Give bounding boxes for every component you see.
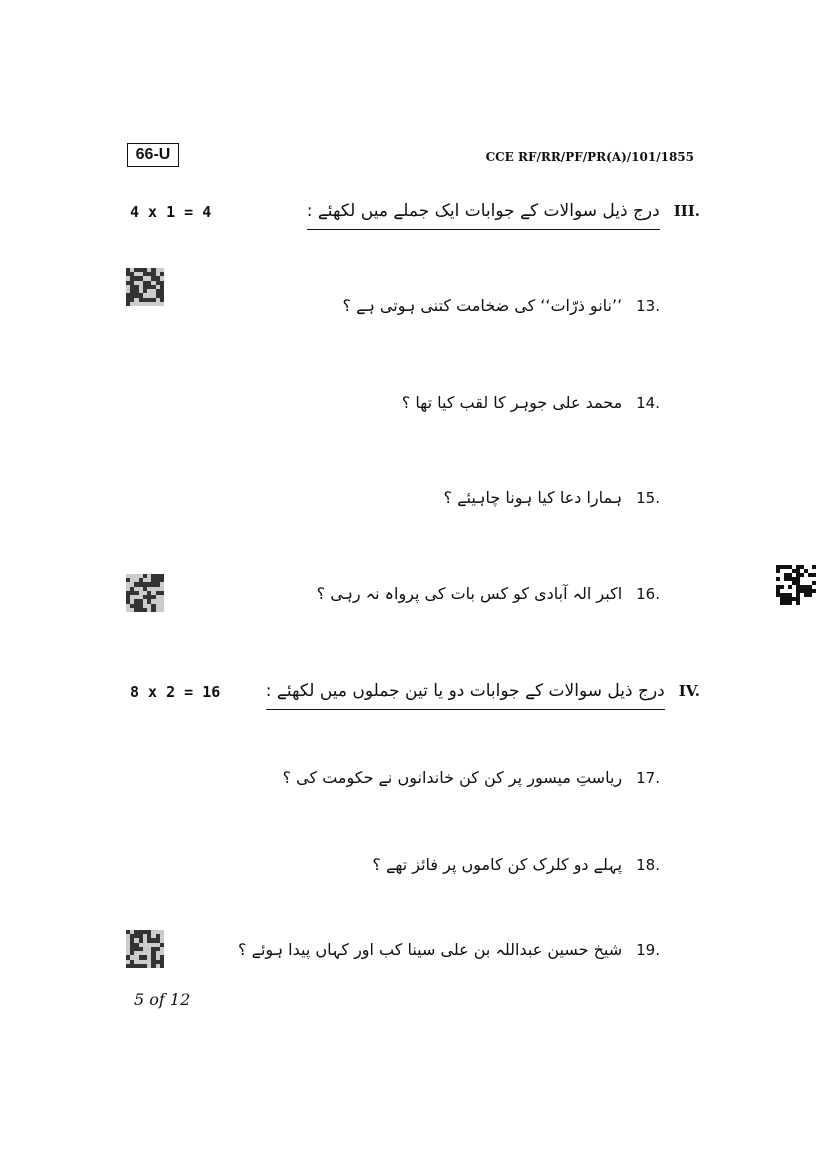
question-text: محمد علی جوہر کا لقب کیا تھا ؟ [401,393,623,412]
question-number: 18. [636,856,660,874]
paper-code: CCE RF/RR/PF/PR(A)/101/1855 [485,150,694,164]
question-text: ’’نانو ذرّات‘‘ کی ضخامت کتنی ہوتی ہے ؟ [342,296,623,315]
qr-code-icon [126,574,164,612]
section-4-title: درج ذیل سوالات کے جوابات دو یا تین جملوں میں لکھئے : [266,680,665,710]
question-text: شیخ حسین عبداللہ بن علی سینا کب اور کہاں پیدا ہوئے ؟ [238,940,623,959]
question-number: 17. [636,769,660,787]
question-number: 13. [636,297,660,315]
question-number: 14. [636,394,660,412]
question-16 [317,584,660,603]
section-4-number: IV. [678,682,700,700]
question-text: ریاستِ میسور پر کن کن خاندانوں نے حکومت کی ؟ [282,768,623,787]
section-3-marks: 4 x 1 = 4 [130,203,212,221]
section-4-marks: 8 x 2 = 16 [130,683,221,701]
question-text: پہلے دو کلرک کن کاموں پر فائز تھے ؟ [372,855,623,874]
question-number: 15. [636,489,660,507]
page-indicator: 5 of 12 [134,990,191,1009]
section-3-title: درج ذیل سوالات کے جوابات ایک جملے میں لکھئے : [307,200,660,230]
section-3-number: III. [673,202,700,220]
question-19 [238,940,660,959]
question-text: ہمارا دعا کیا ہونا چاہیئے ؟ [443,488,623,507]
qr-code-icon [126,268,164,306]
question-13 [342,296,660,315]
question-14 [402,393,660,412]
qr-code-icon [776,565,816,605]
question-18 [372,855,660,874]
question-text: اکبر الہ آبادی کو کس بات کی پرواہ نہ رہی ؟ [316,584,623,603]
question-number: 19. [636,941,660,959]
subject-code: 66-U [127,143,179,167]
qr-code-icon [126,930,164,968]
section-4-heading [266,680,700,710]
question-number: 16. [636,585,660,603]
question-15 [444,488,660,507]
section-3-heading [307,200,700,230]
question-17 [283,768,660,787]
